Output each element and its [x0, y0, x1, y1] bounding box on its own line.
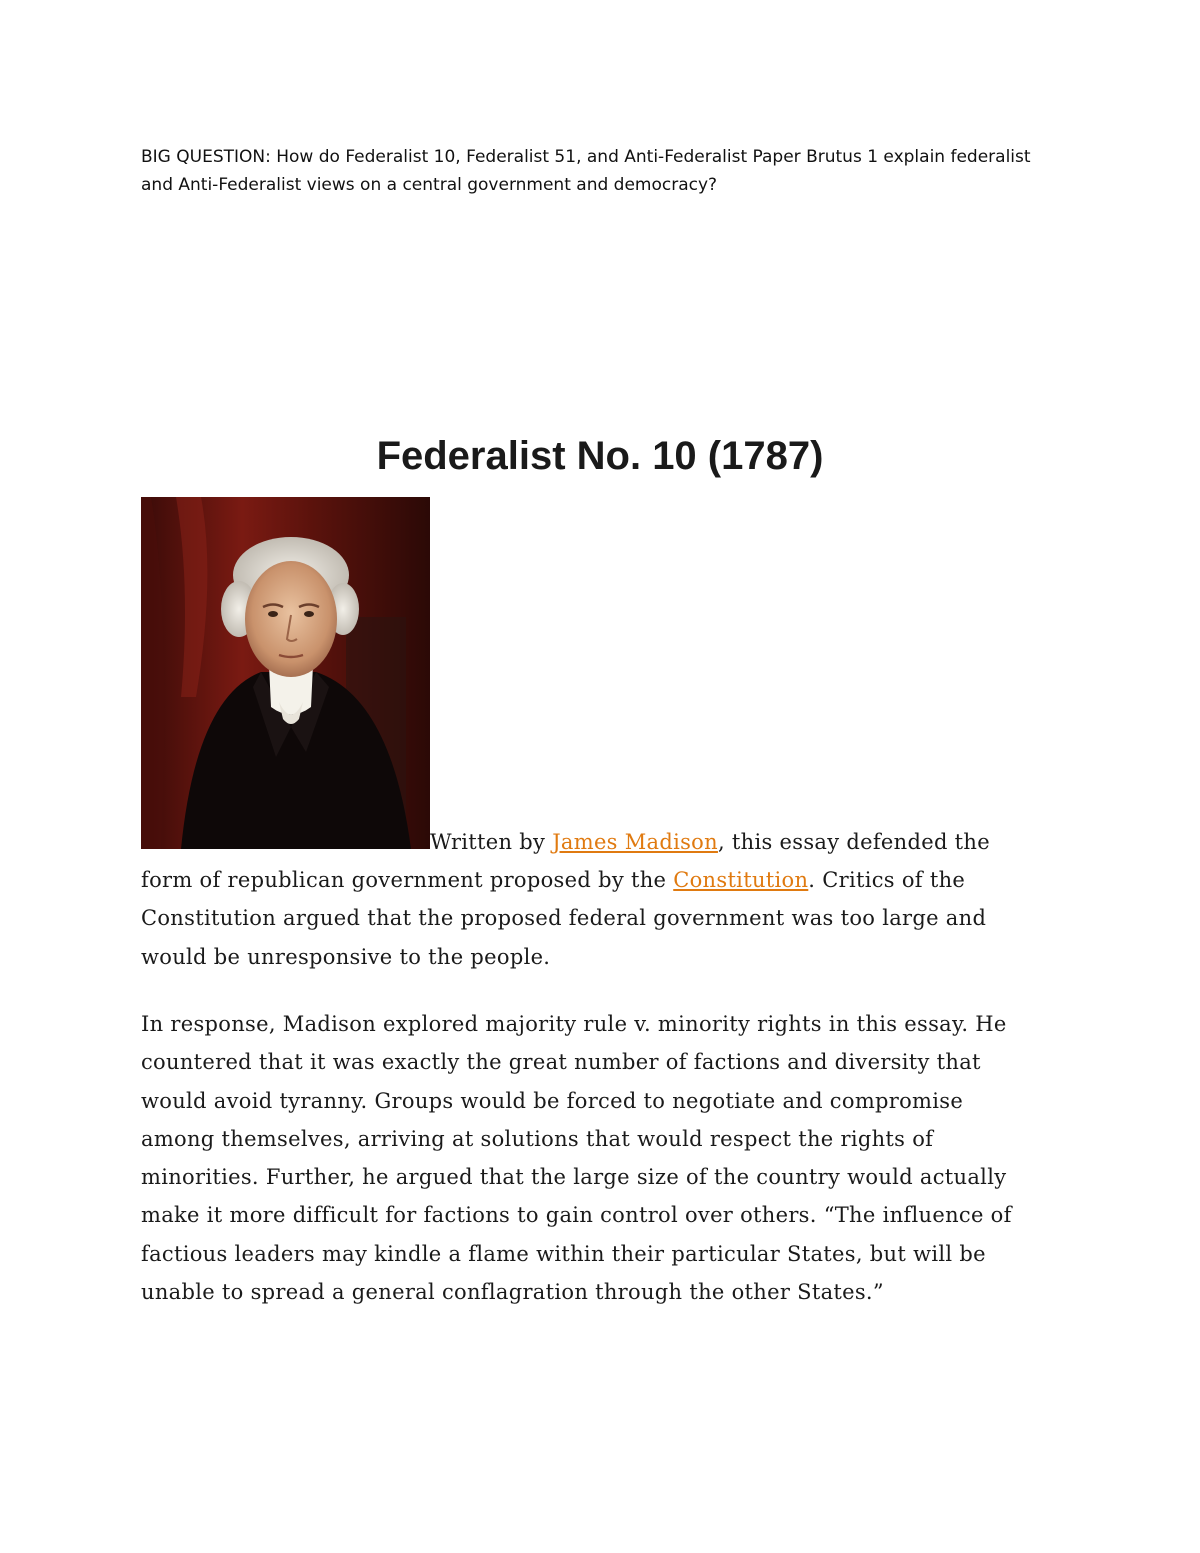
paragraph-2-line: unable to spread a general conflagration through the other States.”: [141, 1280, 884, 1305]
big-question-line-1: BIG QUESTION: How do Federalist 10, Federalist 51, and Anti-Federalist Paper Brutus 1 explain federalist: [141, 147, 1031, 167]
paragraph-1-line-3: Constitution argued that the proposed federal government was too large and: [141, 906, 987, 931]
big-question-line-2: and Anti-Federalist views on a central government and democracy?: [141, 175, 718, 195]
constitution-link[interactable]: Constitution: [673, 868, 809, 892]
james-madison-link[interactable]: James Madison: [552, 830, 718, 854]
paragraph-2: [141, 1005, 1076, 1311]
text-essay-defended: , this essay defended the: [717, 830, 990, 854]
big-question: [141, 143, 1071, 199]
paragraph-1: [141, 861, 1071, 976]
paragraph-2-line: make it more difficult for factions to gain control over others. “The influence of: [141, 1203, 1012, 1228]
portrait-image: [141, 497, 430, 849]
text-critics: . Critics of the: [808, 868, 966, 892]
paragraph-2-line: factious leaders may kindle a flame within their particular States, but will be: [141, 1241, 986, 1266]
paragraph-2-line: would avoid tyranny. Groups would be forced to negotiate and compromise: [141, 1088, 964, 1113]
text-written-by: Written by: [430, 830, 553, 854]
paragraph-2-line: countered that it was exactly the great number of factions and diversity that: [141, 1050, 981, 1075]
paragraph-2-line: among themselves, arriving at solutions that would respect the rights of: [141, 1126, 934, 1151]
paragraph-2-line: In response, Madison explored majority rule v. minority rights in this essay. He: [141, 1012, 1007, 1036]
paragraph-1-line-2: [141, 861, 1071, 899]
text-form-of-government: form of republican government proposed by the: [141, 868, 674, 892]
paragraph-2-line: minorities. Further, he argued that the large size of the country would actually: [141, 1165, 1007, 1190]
paragraph-1-line-1: [430, 823, 990, 861]
page-title: Federalist No. 10 (1787): [376, 434, 824, 478]
paragraph-1-line-4: would be unresponsive to the people.: [141, 944, 551, 969]
